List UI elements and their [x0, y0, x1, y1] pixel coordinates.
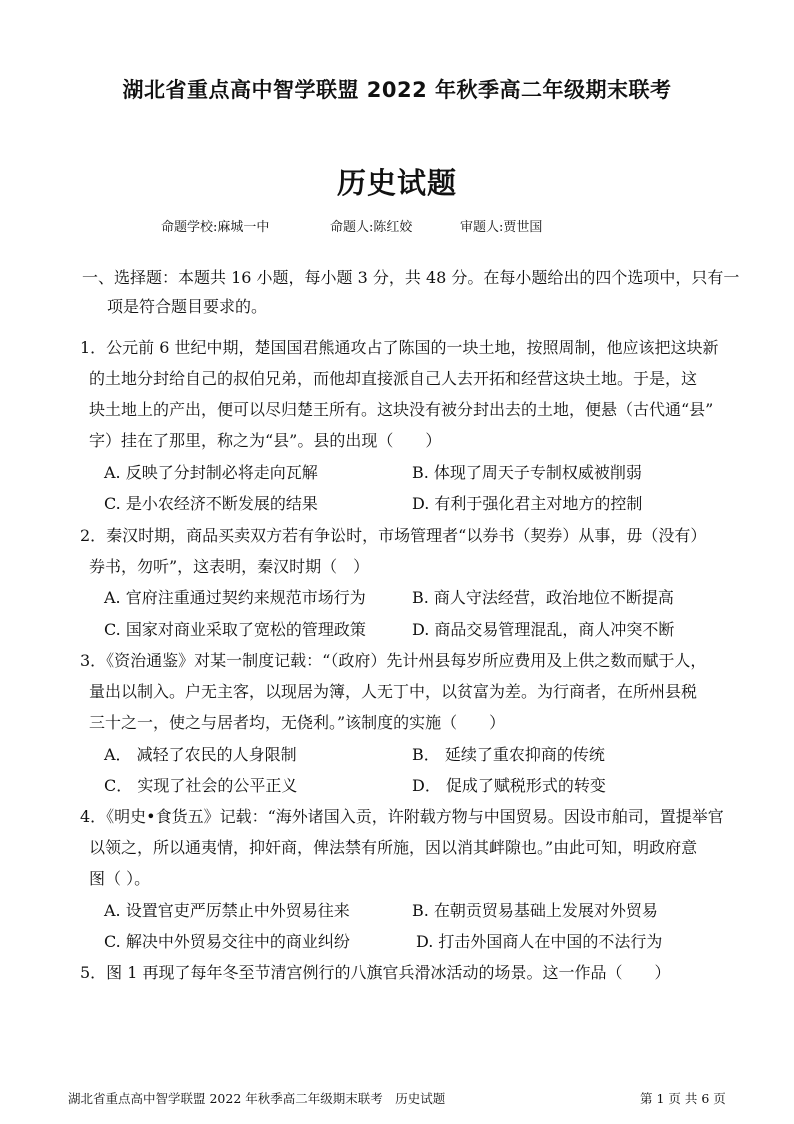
question-2-option-c[interactable]: C. 国家对商业采取了宽松的管理政策: [104, 620, 366, 639]
question-2-line: 券书，勿听”，这表明，秦汉时期（ ）: [89, 557, 370, 576]
question-3-line: 三十之一，使之与居者均，无侥利。”该制度的实施（ ）: [89, 713, 506, 732]
section-instructions-line: 一、选择题：本题共 16 小题，每小题 3 分，共 48 分。在每小题给出的四个选项中，只有一: [82, 268, 740, 287]
question-4-option-d[interactable]: D. 打击外国商人在中国的不法行为: [416, 932, 663, 951]
question-1-option-a[interactable]: A. 反映了分封制必将走向瓦解: [104, 463, 318, 482]
question-5-line: 5．图 1 再现了每年冬至节清宫例行的八旗官兵滑冰活动的场景。这一作品（ ）: [80, 963, 671, 982]
question-3-line: 3．《资治通鉴》对某一制度记载：“（政府）先计州县每岁所应费用及上供之数而赋于人，: [80, 651, 707, 670]
exam-title: 湖北省重点高中智学联盟 2022 年秋季高二年级期末联考: [122, 78, 672, 102]
question-4-line: 以领之，所以通夷情，抑奸商，俾法禁有所施，因以消其衅隙也。”由此可知，明政府意: [89, 838, 698, 857]
question-4-option-a[interactable]: A. 设置官吏严厉禁止中外贸易往来: [104, 901, 350, 920]
question-3-option-d[interactable]: D． 促成了赋税形式的转变: [412, 776, 606, 795]
question-4-option-c[interactable]: C. 解决中外贸易交往中的商业纠纷: [104, 932, 350, 951]
question-1-option-d[interactable]: D. 有利于强化君主对地方的控制: [412, 494, 643, 513]
question-4-option-b[interactable]: B. 在朝贡贸易基础上发展对外贸易: [412, 901, 658, 920]
question-1-option-b[interactable]: B. 体现了周天子专制权威被削弱: [412, 463, 642, 482]
question-2-option-d[interactable]: D. 商品交易管理混乱，商人冲突不断: [412, 620, 675, 639]
question-3-option-c[interactable]: C． 实现了社会的公平正义: [104, 776, 298, 795]
question-3-line: 量出以制入。户无主客，以现居为簿，人无丁中，以贫富为差。为行商者，在所州县税: [89, 682, 698, 701]
footer-page-number: 第 1 页 共 6 页: [640, 1091, 726, 1106]
question-1-line: 1．公元前 6 世纪中期，楚国国君熊通攻占了陈国的一块土地，按照周制，他应该把这块新: [80, 338, 719, 357]
question-1-line: 的土地分封给自己的叔伯兄弟，而他却直接派自己人去开拓和经营这块土地。于是，这: [89, 369, 698, 388]
question-3-option-b[interactable]: B． 延续了重农抑商的传统: [412, 745, 605, 764]
question-4-line: 图（ ）。: [89, 869, 151, 888]
meta-author: 命题人:陈红姣: [330, 220, 413, 235]
question-2-option-b[interactable]: B. 商人守法经营，政治地位不断提高: [412, 588, 674, 607]
question-2-line: 2．秦汉时期，商品买卖双方若有争讼时，市场管理者“以券书（契券）从事，毋（没有）: [80, 526, 707, 545]
question-1-option-c[interactable]: C. 是小农经济不断发展的结果: [104, 494, 318, 513]
question-1-line: 字）挂在了那里，称之为“县”。县的出现（ ）: [89, 431, 442, 450]
question-1-line: 块土地上的产出，便可以尽归楚王所有。这块没有被分封出去的土地，便悬（古代通“县”: [89, 400, 714, 419]
footer-exam-name: 湖北省重点高中智学联盟 2022 年秋季高二年级期末联考 历史试题: [68, 1091, 446, 1106]
section-instructions-line: 项是符合题目要求的。: [107, 297, 268, 316]
subject-title: 历史试题: [336, 166, 457, 200]
question-4-line: 4．《明史•食货五》记载：“海外诸国入贡，许附载方物与中国贸易。因设市舶司，置提举官: [80, 807, 724, 826]
question-2-option-a[interactable]: A. 官府注重通过契约来规范市场行为: [104, 588, 366, 607]
meta-school: 命题学校:麻城一中: [161, 220, 270, 235]
question-3-option-a[interactable]: A． 减轻了农民的人身限制: [104, 745, 297, 764]
meta-reviewer: 审题人:贾世国: [460, 220, 543, 235]
